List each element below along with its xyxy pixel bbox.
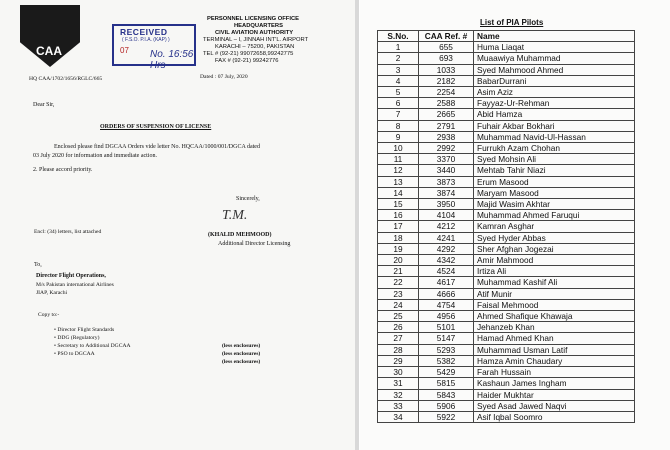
row-name: Huma Liaqat	[474, 42, 635, 53]
stamp-date: 07	[120, 46, 129, 55]
row-ref: 2254	[419, 87, 474, 98]
row-ref: 2665	[419, 109, 474, 120]
header-name: Name	[474, 31, 635, 42]
row-sno: 31	[378, 378, 419, 389]
table-row	[378, 367, 635, 378]
row-name: Muhammad Navid-Ul-Hassan	[474, 131, 635, 142]
office-line: FAX # (92-21) 99242776	[215, 58, 279, 64]
row-name: Ahmed Shafique Khawaja	[474, 311, 635, 322]
row-sno: 28	[378, 344, 419, 355]
row-sno: 29	[378, 355, 419, 366]
row-sno: 33	[378, 400, 419, 411]
table-row	[378, 344, 635, 355]
to-label: To,	[34, 262, 42, 268]
signer-name: (KHALID MEHMOOD)	[208, 232, 272, 238]
row-ref: 1033	[419, 64, 474, 75]
row-ref: 4666	[419, 288, 474, 299]
office-line: KARACHI – 75200, PAKISTAN	[215, 44, 295, 50]
table-row	[378, 389, 635, 400]
caa-logo-text: CAA	[36, 44, 62, 58]
row-ref: 5922	[419, 411, 474, 422]
row-name: Fayyaz-Ur-Rehman	[474, 98, 635, 109]
row-sno: 1	[378, 42, 419, 53]
row-name: Muaawiya Muhammad	[474, 53, 635, 64]
row-sno: 4	[378, 75, 419, 86]
row-name: Muhammad Kashif Ali	[474, 277, 635, 288]
table-row	[378, 131, 635, 142]
row-sno: 12	[378, 165, 419, 176]
row-ref: 4342	[419, 255, 474, 266]
row-ref: 4617	[419, 277, 474, 288]
row-name: Irtiza Ali	[474, 266, 635, 277]
row-ref: 4524	[419, 266, 474, 277]
row-ref: 655	[419, 42, 474, 53]
table-row	[378, 243, 635, 254]
table-row	[378, 255, 635, 266]
pilot-table	[377, 30, 635, 423]
row-sno: 16	[378, 210, 419, 221]
row-sno: 8	[378, 120, 419, 131]
table-row	[378, 232, 635, 243]
row-ref: 4241	[419, 232, 474, 243]
row-name: Majid Wasim Akhtar	[474, 199, 635, 210]
office-line: HEADQUARTERS	[234, 23, 283, 29]
copy-label: Copy to:-	[38, 312, 60, 318]
row-name: Faisal Mehmood	[474, 299, 635, 310]
row-sno: 21	[378, 266, 419, 277]
row-name: Haider Mukhtar	[474, 389, 635, 400]
received-stamp	[112, 24, 196, 71]
row-ref: 3370	[419, 154, 474, 165]
table-row	[378, 221, 635, 232]
row-name: Atif Munir	[474, 288, 635, 299]
row-sno: 7	[378, 109, 419, 120]
row-name: Syed Mahmood Ahmed	[474, 64, 635, 75]
row-sno: 15	[378, 199, 419, 210]
table-row	[378, 98, 635, 109]
row-ref: 693	[419, 53, 474, 64]
paragraph-2: 2. Please accord priority.	[33, 167, 93, 173]
recipient-line: M/s Pakistan international Airlines	[36, 282, 114, 288]
stamp-subtitle: ( F.S.O. P.I.A. (KAP) )	[122, 37, 170, 43]
row-sno: 22	[378, 277, 419, 288]
table-row	[378, 143, 635, 154]
row-name: Asim Aziz	[474, 87, 635, 98]
row-name: Syed Hyder Abbas	[474, 232, 635, 243]
header-sno: S.No.	[378, 31, 419, 42]
stamp-time: No. 16:56 Hrs	[150, 49, 194, 71]
row-name: Sher Afghan Jogezai	[474, 243, 635, 254]
row-name: Asif Iqbal Soomro	[474, 411, 635, 422]
row-name: Fuhair Akbar Bokhari	[474, 120, 635, 131]
table-row	[378, 299, 635, 310]
row-ref: 5382	[419, 355, 474, 366]
row-ref: 4292	[419, 243, 474, 254]
copy-item: • DDG (Regulatory)	[54, 335, 100, 341]
closing: Sincerely,	[236, 196, 260, 202]
row-sno: 32	[378, 389, 419, 400]
row-ref: 5429	[419, 367, 474, 378]
list-title: List of PIA Pilots	[480, 18, 544, 27]
row-name: Muhammad Ahmed Faruqui	[474, 210, 635, 221]
header-ref: CAA Ref. #	[419, 31, 474, 42]
table-row	[378, 165, 635, 176]
row-sno: 14	[378, 187, 419, 198]
row-name: Syed Mohsin Ali	[474, 154, 635, 165]
row-sno: 17	[378, 221, 419, 232]
row-sno: 6	[378, 98, 419, 109]
copy-item: • Director Flight Standards	[54, 327, 115, 333]
row-name: Syed Asad Jawed Naqvi	[474, 400, 635, 411]
copy-item: • PSO to DGCAA	[54, 351, 95, 357]
table-row	[378, 53, 635, 64]
row-sno: 23	[378, 288, 419, 299]
table-row	[378, 199, 635, 210]
paragraph-1: Enclosed please find DGCAA Orders vide letter No. HQCAA/1000/001/DGCA dated	[54, 144, 260, 150]
row-name: Hamza Amin Chaudary	[474, 355, 635, 366]
row-ref: 4754	[419, 299, 474, 310]
row-name: Maryam Masood	[474, 187, 635, 198]
row-ref: 2992	[419, 143, 474, 154]
table-header-row	[378, 31, 635, 42]
row-ref: 4104	[419, 210, 474, 221]
row-ref: 5815	[419, 378, 474, 389]
table-row	[378, 322, 635, 333]
salutation: Dear Sir,	[33, 102, 55, 108]
table-row	[378, 355, 635, 366]
row-name: Kashaun James Ingham	[474, 378, 635, 389]
table-row	[378, 311, 635, 322]
row-ref: 4956	[419, 311, 474, 322]
copy-note: (less enclosures)	[222, 343, 261, 349]
page-divider	[355, 0, 359, 450]
row-ref: 5147	[419, 333, 474, 344]
letter-subject: ORDERS OF SUSPENSION OF LICENSE	[100, 124, 212, 130]
row-ref: 3874	[419, 187, 474, 198]
row-name: Furrukh Azam Chohan	[474, 143, 635, 154]
row-ref: 2182	[419, 75, 474, 86]
table-row	[378, 42, 635, 53]
row-sno: 30	[378, 367, 419, 378]
office-line: PERSONNEL LICENSING OFFICE	[207, 16, 300, 22]
row-sno: 18	[378, 232, 419, 243]
row-ref: 5101	[419, 322, 474, 333]
table-row	[378, 210, 635, 221]
row-sno: 26	[378, 322, 419, 333]
table-row	[378, 266, 635, 277]
row-name: Hamad Ahmed Khan	[474, 333, 635, 344]
office-line: TEL # (92-21) 99072658,99242775	[203, 51, 294, 57]
table-row	[378, 411, 635, 422]
row-ref: 2938	[419, 131, 474, 142]
table-row	[378, 154, 635, 165]
row-name: Abid Hamza	[474, 109, 635, 120]
table-row	[378, 333, 635, 344]
row-name: BabarDurrani	[474, 75, 635, 86]
recipient-line: Director Flight Operations,	[36, 273, 106, 279]
row-name: Farah Hussain	[474, 367, 635, 378]
copy-note: (less enclosures)	[222, 359, 261, 365]
enclosure-note: Encl: (34) letters, list attached	[34, 229, 102, 235]
recipient-line: JIAP, Karachi	[36, 290, 68, 296]
stamp-title: RECEIVED	[120, 27, 168, 37]
row-name: Kamran Asghar	[474, 221, 635, 232]
row-ref: 3440	[419, 165, 474, 176]
pilot-list-page	[360, 0, 670, 450]
table-row	[378, 288, 635, 299]
row-name: Jehanzeb Khan	[474, 322, 635, 333]
office-line: CIVIL AVIATION AUTHORITY	[215, 30, 294, 36]
row-name: Mehtab Tahir Niazi	[474, 165, 635, 176]
office-line: TERMINAL – I, JINNAH INT'L. AIRPORT	[203, 37, 309, 43]
letter-date: Dated : 07 July, 2020	[200, 74, 248, 80]
row-name: Erum Masood	[474, 176, 635, 187]
table-row	[378, 378, 635, 389]
row-sno: 27	[378, 333, 419, 344]
row-sno: 11	[378, 154, 419, 165]
row-sno: 2	[378, 53, 419, 64]
table-row	[378, 277, 635, 288]
signature: T.M.	[222, 208, 248, 223]
table-row	[378, 400, 635, 411]
row-ref: 5906	[419, 400, 474, 411]
row-sno: 9	[378, 131, 419, 142]
table-row	[378, 87, 635, 98]
row-sno: 3	[378, 64, 419, 75]
row-sno: 25	[378, 311, 419, 322]
copy-note: (less enclosures)	[222, 351, 261, 357]
row-name: Amir Mahmood	[474, 255, 635, 266]
row-sno: 24	[378, 299, 419, 310]
row-sno: 34	[378, 411, 419, 422]
table-row	[378, 120, 635, 131]
row-ref: 4212	[419, 221, 474, 232]
row-name: Muhammad Usman Latif	[474, 344, 635, 355]
row-ref: 5293	[419, 344, 474, 355]
row-sno: 5	[378, 87, 419, 98]
letter-reference: HQ CAA/1702/1656/RGLC/665	[29, 76, 103, 82]
row-sno: 20	[378, 255, 419, 266]
row-sno: 19	[378, 243, 419, 254]
signer-title: Additional Director Licensing	[218, 241, 291, 247]
row-sno: 13	[378, 176, 419, 187]
table-row	[378, 109, 635, 120]
row-ref: 3873	[419, 176, 474, 187]
table-row	[378, 187, 635, 198]
row-ref: 3950	[419, 199, 474, 210]
paragraph-1-cont: 03 July 2020 for information and immediate action.	[33, 153, 157, 159]
row-sno: 10	[378, 143, 419, 154]
copy-item: • Secretary to Additional DGCAA	[54, 343, 131, 349]
table-row	[378, 75, 635, 86]
table-row	[378, 176, 635, 187]
row-ref: 2791	[419, 120, 474, 131]
row-ref: 5843	[419, 389, 474, 400]
row-ref: 2588	[419, 98, 474, 109]
table-row	[378, 64, 635, 75]
